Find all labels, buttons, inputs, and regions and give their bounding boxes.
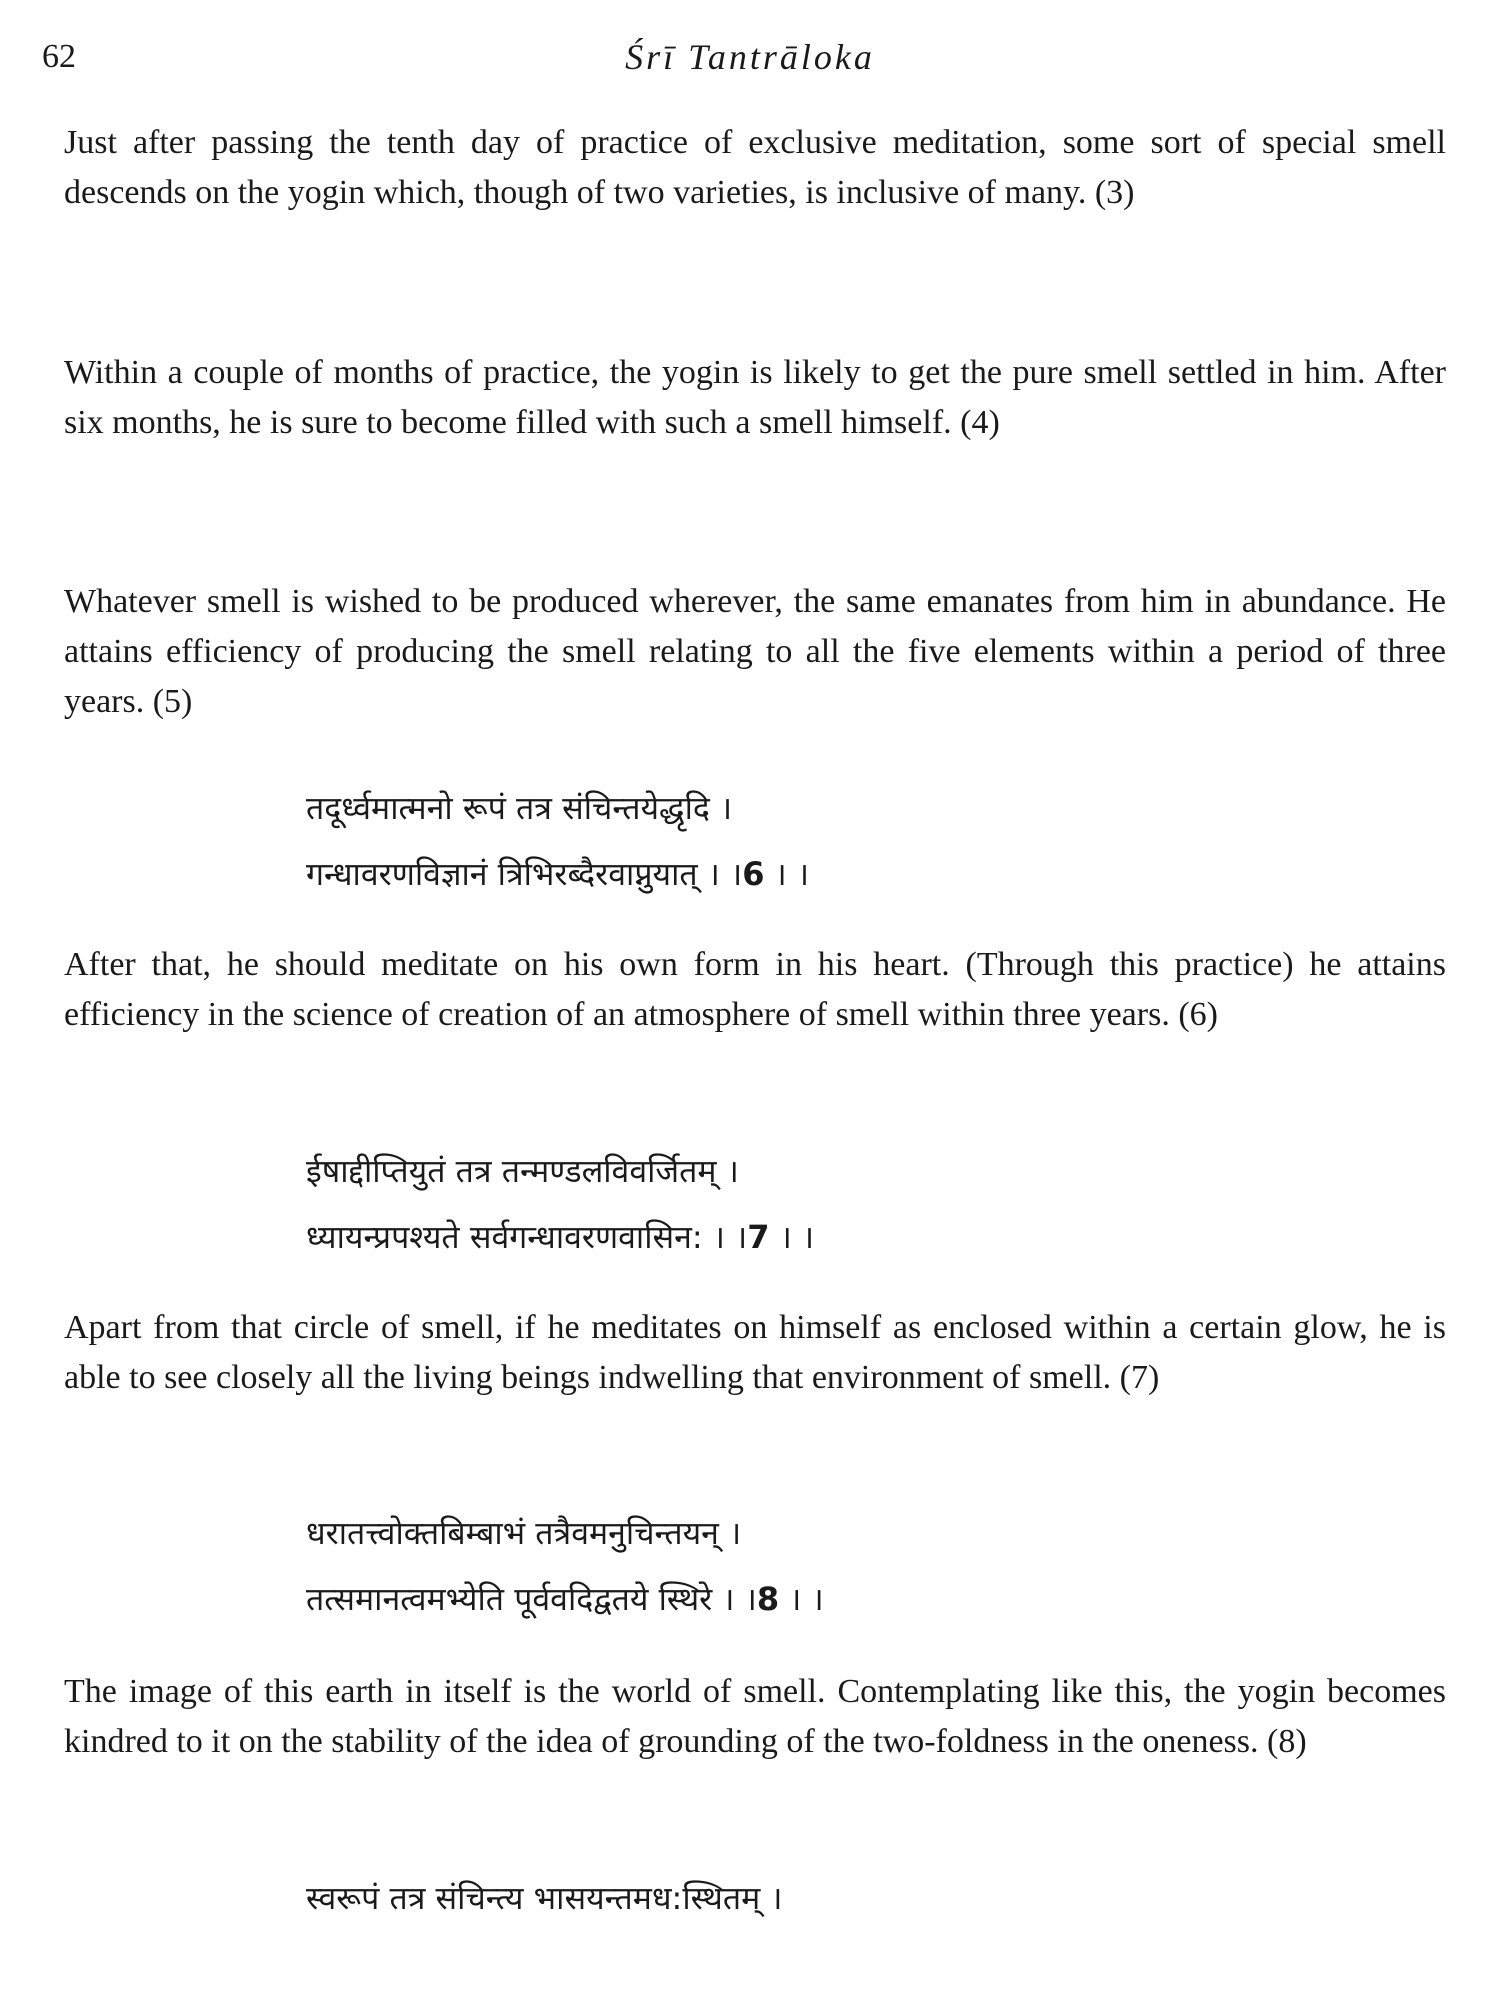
verse-line xyxy=(306,841,809,907)
sanskrit-verse-8 xyxy=(306,1500,824,1632)
paragraph-5: Whatever smell is wished to be produced wherever, the same emanates from him in abundance. He attains efficiency of producing the smell relating to all the five elements within a period of three years. (5) xyxy=(64,583,1446,720)
sanskrit-verse-6 xyxy=(306,775,809,907)
verse-end-mark: । । xyxy=(769,1218,815,1256)
verse-text: तत्समानत्वमभ्येति पूर्ववदिद्वतये स्थिरे । । xyxy=(306,1580,757,1618)
verse-line xyxy=(306,1204,814,1270)
verse-text: गन्धावरणविज्ञानं त्रिभिरब्दैरवाप्नुयात् । । xyxy=(306,855,743,893)
paragraph-7: Apart from that circle of smell, if he meditates on himself as enclosed within a certain glow, he is able to see closely all the living beings indwelling that environment of smell. (7) xyxy=(64,1309,1446,1396)
paragraph-4: Within a couple of months of practice, the yogin is likely to get the pure smell settled in him. After six months, he is sure to become filled with such a smell himself. (4) xyxy=(64,354,1446,441)
sanskrit-verse-9 xyxy=(306,1865,783,1931)
verse-line: ईषाद्दीप्तियुतं तत्र तन्मण्डलविवर्जितम् । xyxy=(306,1152,739,1190)
running-head-title: Śrī Tantrāloka xyxy=(625,37,875,77)
verse-end-mark: । । xyxy=(764,855,810,893)
verse-text: ध्यायन्प्रपश्यते सर्वगन्धावरणवासिन: । । xyxy=(306,1218,748,1256)
page-number: 62 xyxy=(42,38,76,75)
paragraph-3: Just after passing the tenth day of practice of exclusive meditation, some sort of special smell descends on the yogin which, though of two varieties, is inclusive of many. (3) xyxy=(64,124,1446,211)
verse-line: स्वरूपं तत्र संचिन्त्य भासयन्तमध:स्थितम् । xyxy=(306,1879,783,1917)
paragraph-8: The image of this earth in itself is the world of smell. Contemplating like this, the yogin becomes kindred to it on the stability of the idea of grounding of the two-foldness in the oneness. (8) xyxy=(64,1673,1446,1760)
verse-line: धरातत्त्वोक्तबिम्बाभं तत्रैवमनुचिन्तयन् । xyxy=(306,1514,742,1552)
verse-line xyxy=(306,1566,824,1632)
verse-number: 8 xyxy=(756,1580,780,1618)
paragraph-6: After that, he should meditate on his own form in his heart. (Through this practice) he attains efficiency in the science of creation of an atmosphere of smell within three years. (6) xyxy=(64,946,1446,1033)
verse-number: 7 xyxy=(747,1218,770,1256)
verse-line: तदूर्ध्वमात्मनो रूपं तत्र संचिन्तयेद्धृदि । xyxy=(306,789,733,827)
verse-end-mark: । । xyxy=(779,1580,824,1618)
verse-number: 6 xyxy=(742,855,765,893)
sanskrit-verse-7 xyxy=(306,1138,814,1270)
